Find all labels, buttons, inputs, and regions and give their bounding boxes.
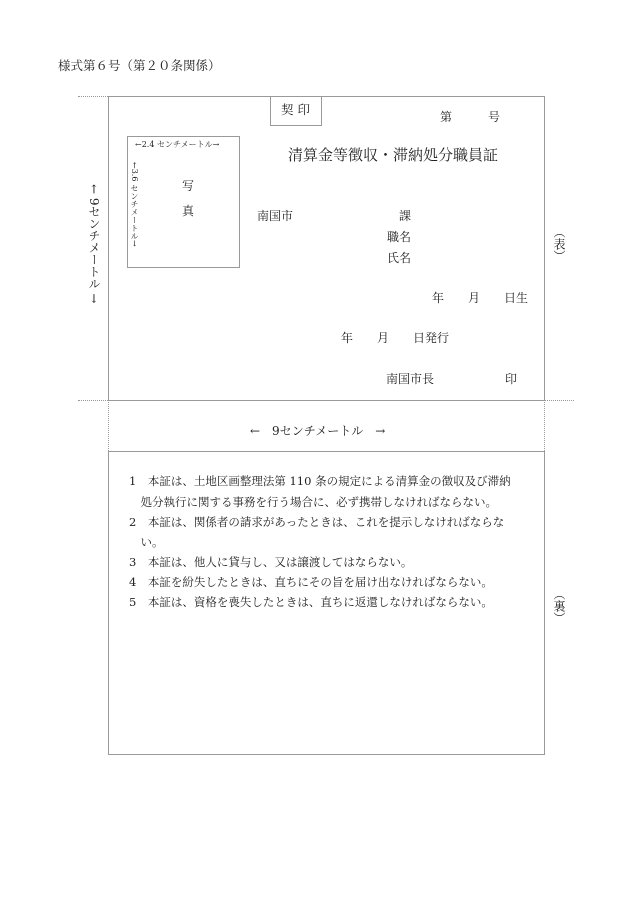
post-label: 職名 [387,230,412,244]
front-side-label: （表） [552,226,566,262]
city-label: 南国市 [257,209,294,223]
guide-dim-left [108,400,109,451]
back-item-2b: い。 [129,535,164,549]
guide-mid-left [78,400,108,401]
photo-width-dim: ←2.4 センチメートル→ [135,140,220,149]
back-item-1b: 処分執行に関する事務を行う場合に、必ず携帯しなければならない。 [129,495,497,509]
photo-label-1: 写 [182,179,195,193]
back-item-4: 4 本証を紛失したときは、直ちにその旨を届け出なければならない。 [129,575,493,589]
height-dimension: ← 9センチメートル → [87,184,101,304]
name-label: 氏名 [387,251,412,265]
form-number: 様式第６号（第２０条関係） [58,58,221,73]
card-title: 清算金等徴収・滞納処分職員証 [288,146,499,164]
photo-label-2: 真 [182,204,195,218]
photo-height-dim: ←3.6 センチメートル→ [130,162,139,247]
issue-date: 年 月 日発行 [341,331,450,345]
width-dimension: ← 9センチメートル → [250,424,386,438]
guide-dim-right [544,400,545,451]
mayor-seal: 印 [505,372,518,386]
guide-mid-right [544,400,574,401]
mayor-label: 南国市長 [386,372,435,386]
number-label: 第 号 [440,110,501,124]
photo-box [127,136,240,268]
seal-box-label: 契 印 [281,102,310,117]
guide-top-left [78,96,108,97]
birth-date: 年 月 日生 [432,291,529,305]
back-item-3: 3 本証は、他人に貸与し、又は譲渡してはならない。 [129,555,413,569]
back-item-1a: 1 本証は、土地区画整理法第 110 条の規定による清算金の徴収及び滞納 [129,474,511,488]
back-item-2a: 2 本証は、関係者の請求があったときは、これを提示しなければならな [129,515,505,529]
section-label: 課 [399,209,412,223]
back-side-label: （裏） [552,588,566,624]
back-item-5: 5 本証は、資格を喪失したときは、直ちに返還しなければならない。 [129,595,493,609]
